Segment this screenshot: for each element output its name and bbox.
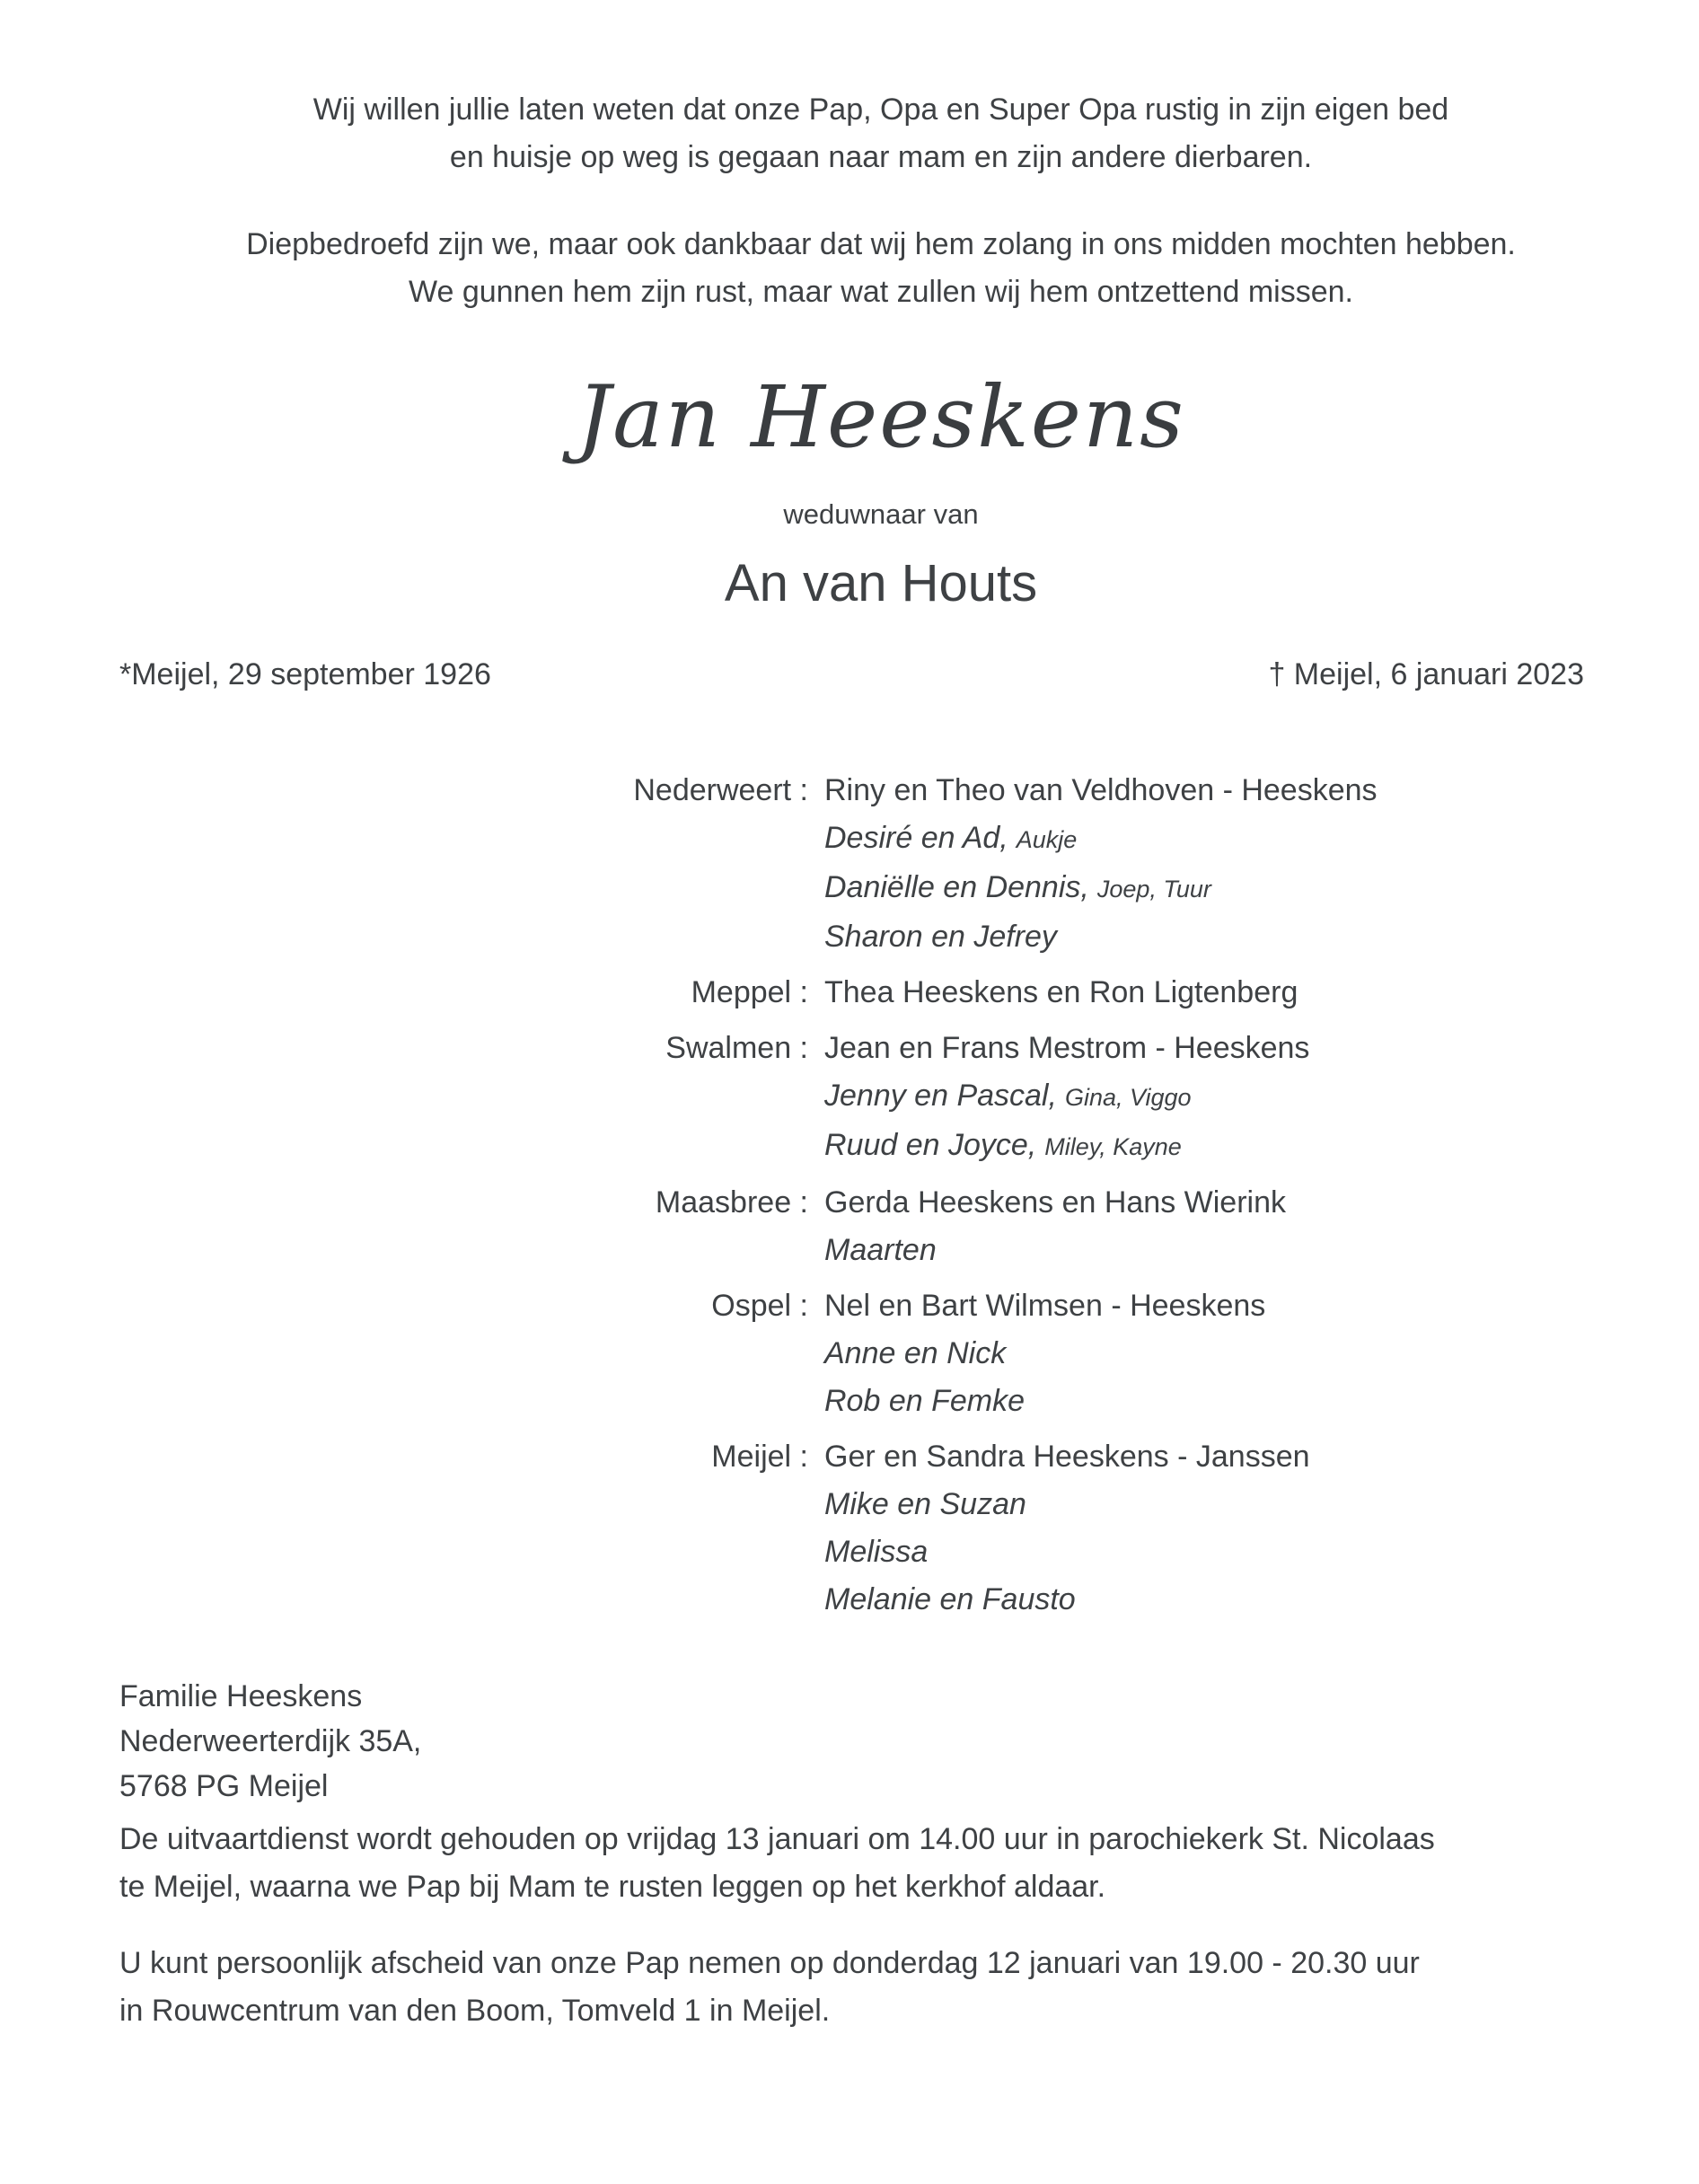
- deceased-name: Jan Heeskens: [577, 368, 1185, 467]
- relation-label: weduwnaar van: [783, 498, 979, 530]
- grandchildren-names: Gina, Viggo: [1064, 1084, 1192, 1111]
- place-label: Meppel :: [691, 975, 808, 1009]
- name-main: Nel en Bart Wilmsen - Heeskens: [824, 1289, 1266, 1323]
- address-line-2: Nederweerterdijk 35A,: [119, 1724, 422, 1758]
- name-main: Riny en Theo van Veldhoven - Heeskens: [824, 773, 1378, 807]
- place-label: Meijel :: [711, 1440, 808, 1474]
- intro-paragraph: [0, 86, 1699, 181]
- grandchildren-names: Joep, Tuur: [1096, 876, 1211, 903]
- family-names: [824, 969, 1699, 1017]
- visitation-line-1: U kunt persoonlijk afscheid van onze Pap nemen op donderdag 12 januari van 19.00 - 20.30 uur: [119, 1946, 1420, 1980]
- place-label: Maasbree :: [655, 1185, 808, 1220]
- name-main: Ruud en Joyce,: [824, 1128, 1037, 1162]
- family-group-ospel: [0, 1282, 1699, 1425]
- name-main: Sharon en Jefrey: [824, 920, 1057, 954]
- grandchildren-names: Miley, Kayne: [1044, 1133, 1182, 1160]
- family-names: [824, 1433, 1699, 1624]
- family-group-maasbree: [0, 1179, 1699, 1274]
- name-line: [824, 767, 1699, 815]
- name-line: [824, 1378, 1699, 1425]
- grief-line-2: We gunnen hem zijn rust, maar wat zullen wij hem ontzettend missen.: [409, 275, 1353, 309]
- grief-paragraph: [0, 221, 1699, 316]
- name-main: Thea Heeskens en Ron Ligtenberg: [824, 975, 1298, 1009]
- spouse-name: An van Houts: [724, 554, 1038, 612]
- intro-line-1: Wij willen jullie laten weten dat onze Pap, Opa en Super Opa rustig in zijn eigen bed: [313, 92, 1449, 127]
- name-line: [824, 1576, 1699, 1624]
- birth-date: *Meijel, 29 september 1926: [119, 657, 491, 691]
- name-line: [824, 1122, 1699, 1171]
- name-main: Gerda Heeskens en Hans Wierink: [824, 1185, 1287, 1220]
- family-names: [824, 1282, 1699, 1425]
- name-main: Maarten: [824, 1233, 937, 1267]
- name-main: Jean en Frans Mestrom - Heeskens: [824, 1031, 1310, 1065]
- name-line: [824, 1481, 1699, 1528]
- place-label: Swalmen :: [665, 1031, 808, 1065]
- place-label: Nederweert :: [633, 773, 808, 807]
- name-line: [824, 1330, 1699, 1378]
- name-line: [824, 815, 1699, 864]
- service-line-2: te Meijel, waarna we Pap bij Mam te rusten leggen op het kerkhof aldaar.: [119, 1870, 1106, 1904]
- name-main: Melanie en Fausto: [824, 1582, 1076, 1616]
- obituary-document: [0, 86, 1699, 2184]
- name-main: Desiré en Ad,: [824, 821, 1008, 855]
- name-main: Jenny en Pascal,: [824, 1079, 1057, 1113]
- name-main: Melissa: [824, 1535, 929, 1569]
- service-line-1: De uitvaartdienst wordt gehouden op vrijdag 13 januari om 14.00 uur in parochiekerk St. Nicolaas: [119, 1822, 1435, 1856]
- name-line: [824, 1025, 1699, 1072]
- name-line: [824, 1528, 1699, 1576]
- name-line: [824, 969, 1699, 1017]
- service-paragraph: [119, 1816, 1699, 1911]
- name-line: [824, 1072, 1699, 1122]
- dates-row: [0, 651, 1699, 699]
- name-main: Anne en Nick: [824, 1336, 1007, 1370]
- grief-line-1: Diepbedroefd zijn we, maar ook dankbaar dat wij hem zolang in ons midden mochten hebben.: [246, 227, 1516, 261]
- family-group-meppel: [0, 969, 1699, 1017]
- family-group-meijel: [0, 1433, 1699, 1624]
- family-names: [824, 1179, 1699, 1274]
- address-line-3: 5768 PG Meijel: [119, 1769, 329, 1803]
- grandchildren-names: Aukje: [1016, 826, 1078, 853]
- family-address: [119, 1674, 1699, 1809]
- name-main: Daniëlle en Dennis,: [824, 870, 1089, 904]
- name-line: [824, 913, 1699, 961]
- address-line-1: Familie Heeskens: [119, 1679, 363, 1713]
- family-list: [0, 767, 1699, 1624]
- name-main: Ger en Sandra Heeskens - Janssen: [824, 1440, 1310, 1474]
- name-line: [824, 1282, 1699, 1330]
- place-label: Ospel :: [711, 1289, 808, 1323]
- visitation-line-2: in Rouwcentrum van den Boom, Tomveld 1 in Meijel.: [119, 1994, 831, 2028]
- name-line: [824, 1227, 1699, 1274]
- name-line: [824, 1179, 1699, 1227]
- intro-line-2: en huisje op weg is gegaan naar mam en zijn andere dierbaren.: [449, 140, 1313, 174]
- family-group-swalmen: [0, 1025, 1699, 1171]
- name-main: Mike en Suzan: [824, 1487, 1026, 1521]
- family-group-nederweert: [0, 767, 1699, 961]
- family-names: [824, 767, 1699, 961]
- death-date: † Meijel, 6 januari 2023: [1268, 657, 1584, 691]
- name-main: Rob en Femke: [824, 1384, 1025, 1418]
- family-names: [824, 1025, 1699, 1171]
- visitation-paragraph: [119, 1940, 1699, 2035]
- name-line: [824, 1433, 1699, 1481]
- name-line: [824, 864, 1699, 913]
